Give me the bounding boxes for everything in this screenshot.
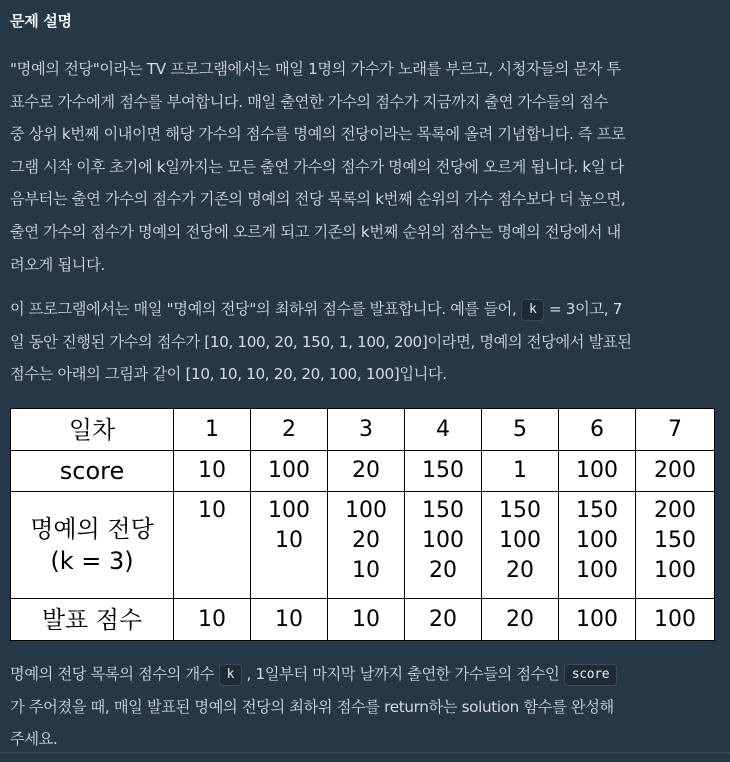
table-cell: 6: [559, 409, 636, 451]
hof-value: 10: [352, 558, 380, 583]
table-cell: 1: [174, 409, 251, 451]
hof-value: 100: [576, 528, 618, 553]
text-span: = 3이고, 7: [544, 300, 623, 318]
table-cell: 10: [251, 599, 328, 641]
hof-value: 100: [268, 498, 310, 523]
example-paragraph: [10, 293, 722, 391]
inline-code-k: k: [521, 299, 544, 321]
table-row-score: [11, 451, 715, 492]
hof-value: 200: [654, 498, 696, 523]
table-cell: 4: [405, 409, 482, 451]
text-line: 중 상위 k번째 이내이면 해당 가수의 점수를 명예의 전당이라는 목록에 올려 기념합니다. 즉 프로: [10, 125, 626, 144]
table-cell: 7: [636, 409, 715, 451]
row-header-hall-of-fame: [11, 492, 174, 599]
table-cell: 100: [559, 451, 636, 492]
table-cell: [251, 492, 328, 599]
row-header-score: score: [11, 451, 174, 492]
table-cell: [482, 492, 559, 599]
row-header-announce: 발표 점수: [11, 599, 174, 641]
table-cell: 10: [328, 599, 405, 641]
table-row-hall-of-fame: [11, 492, 715, 599]
table-cell: 150: [405, 451, 482, 492]
hof-value: 100: [654, 558, 696, 583]
table-cell: 1: [482, 451, 559, 492]
text-line: 출연 가수의 점수가 명예의 전당에 오르게 되고 기존의 k번째 순위의 점수는 명예의 전당에서 내: [10, 222, 621, 241]
table-cell: 20: [328, 451, 405, 492]
row-header-day: 일차: [11, 409, 174, 451]
table-cell: 3: [328, 409, 405, 451]
hof-value: 100: [499, 528, 541, 553]
text-line: 표수로 가수에게 점수를 부여합니다. 매일 출연한 가수의 점수가 지금까지 출연 가수들의 점수: [10, 92, 608, 111]
table-cell: 20: [482, 599, 559, 641]
text-line: 가 주어졌을 때, 매일 발표된 명예의 전당의 최하위 점수를 return하는 solution 함수를 완성해: [10, 697, 614, 716]
hof-value: 100: [576, 558, 618, 583]
hof-value: 150: [654, 528, 696, 553]
text-line: 음부터는 출연 가수의 점수가 기존의 명예의 전당 목록의 k번째 순위의 가수 점수보다 더 높으면,: [10, 190, 626, 209]
table-cell: 5: [482, 409, 559, 451]
table-cell: 100: [636, 599, 715, 641]
table-cell: 100: [559, 599, 636, 641]
table-cell: 200: [636, 451, 715, 492]
text-line: 려오게 됩니다.: [10, 255, 105, 274]
header-line: (k = 3): [50, 547, 134, 575]
inline-code-k: k: [219, 664, 242, 686]
text-line: 그램 시작 이후 초기에 k일까지는 모든 출연 가수의 점수가 명예의 전당에 오르게 됩니다. k일 다: [10, 157, 624, 176]
text-line: [10, 293, 722, 326]
hof-value: 150: [422, 498, 464, 523]
hof-value: 10: [198, 498, 226, 523]
table-cell: [174, 492, 251, 599]
table-cell: [559, 492, 636, 599]
text-span: 명예의 전당 목록의 점수의 개수: [10, 665, 219, 683]
intro-paragraph: [10, 53, 722, 281]
table-cell: 2: [251, 409, 328, 451]
hof-value: 20: [506, 558, 534, 583]
hof-value: 100: [345, 498, 387, 523]
text-line: "명예의 전당"이라는 TV 프로그램에서는 매일 1명의 가수가 노래를 부르고, 시청자들의 문자 투: [10, 60, 621, 78]
table-row-day: [11, 409, 715, 451]
table-cell: [328, 492, 405, 599]
table-cell: 10: [174, 599, 251, 641]
text-line: 주세요.: [10, 730, 58, 749]
text-span: 이 프로그램에서는 매일 "명예의 전당"의 최하위 점수를 발표합니다. 예를 들어,: [10, 300, 521, 318]
hof-value: 150: [576, 498, 618, 523]
inline-code-score: score: [564, 664, 617, 686]
hof-value: 10: [275, 528, 303, 553]
table-cell: [636, 492, 715, 599]
text-line: [10, 658, 722, 691]
section-title: 문제 설명: [10, 12, 72, 30]
table-row-announce: [11, 599, 715, 641]
table-cell: 100: [251, 451, 328, 492]
hof-value: 20: [429, 558, 457, 583]
text-span: , 1일부터 마지막 날까지 출연한 가수들의 점수인: [242, 665, 564, 683]
divider: [0, 752, 730, 753]
table-cell: 10: [174, 451, 251, 492]
header-line: 명예의 전당: [30, 515, 154, 543]
table-cell: 20: [405, 599, 482, 641]
hall-of-fame-table: [10, 408, 715, 641]
text-line: 일 동안 진행된 가수의 점수가 [10, 100, 20, 150, 1, 100, 200]이라면, 명예의 전당에서 발표된: [10, 332, 632, 351]
hof-value: 150: [499, 498, 541, 523]
task-paragraph: [10, 658, 722, 756]
text-line: 점수는 아래의 그림과 같이 [10, 10, 10, 20, 20, 100, 100]입니다.: [10, 365, 447, 384]
hof-value: 100: [422, 528, 464, 553]
hof-value: 20: [352, 528, 380, 553]
table-cell: [405, 492, 482, 599]
